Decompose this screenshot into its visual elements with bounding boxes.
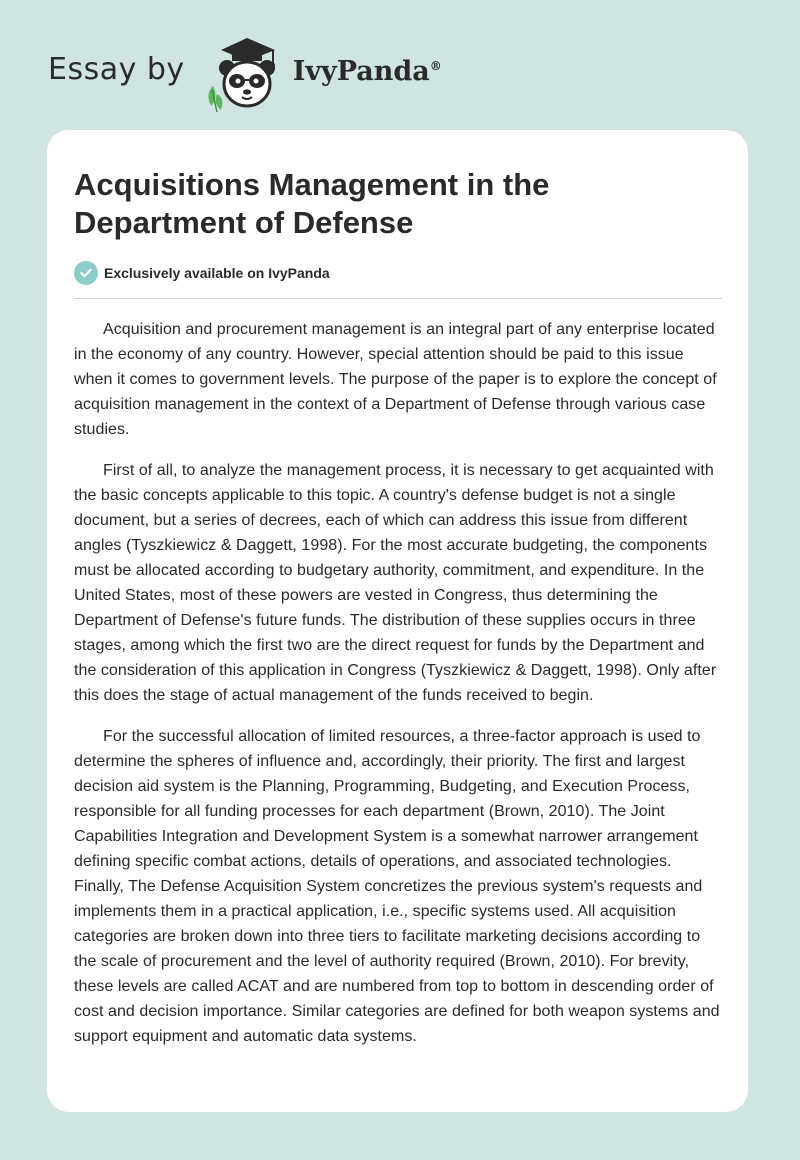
- paragraph: Acquisition and procurement management is an integral part of any enterprise located in the economy of any country. However, special attention should be paid to this issue when it comes to government levels. The purpose of the paper is to explore the concept of acquisition management in the context of a Department of Defense through various case studies.: [74, 321, 717, 438]
- brand-prefix: Essay by: [48, 51, 185, 87]
- paragraph: First of all, to analyze the management process, it is necessary to get acquainted with the basic concepts applicable to this topic. A country's defense budget is not a single document, but a series of decrees, each of which can address this issue from different angles (Tyszkiewicz & Daggett, 1998). For the most accurate budgeting, the components must be allocated according to budgetary authority, commitment, and expenditure. In the United States, most of these powers are vested in Congress, thus determining the Department of Defense's future funds. The distribution of these supplies occurs in three stages, among which the first two are the direct request for funds by the Department and the consideration of this application in Congress (Tyszkiewicz & Daggett, 1998). Only after this does the stage of actual management of the funds received to begin.: [74, 462, 717, 704]
- panda-graduate-icon[interactable]: [199, 34, 289, 114]
- exclusive-label: Exclusively available on IvyPanda: [104, 265, 330, 281]
- trademark-symbol: ®: [429, 58, 442, 73]
- check-icon: [74, 261, 98, 285]
- page-title: Acquisitions Management in the Department of Defense: [74, 167, 550, 240]
- brand-name[interactable]: IvyPanda®: [292, 55, 442, 87]
- brand-header: [48, 34, 442, 114]
- exclusive-badge: [74, 261, 722, 285]
- divider: [74, 298, 722, 299]
- paragraph: For the successful allocation of limited resources, a three-factor approach is used to determine the spheres of influence and, accordingly, their priority. The first and largest decision aid system is the Planning, Programming, Budgeting, and Execution Process, responsible for all funding processes for each department (Brown, 2010). The Joint Capabilities Integration and Development System is a somewhat narrower arrangement defining specific combat actions, details of operations, and associated technologies. Finally, The Defense Acquisition System concretizes the previous system's requests and implements them in a practical application, i.e., specific systems used. All acquisition categories are broken down into three tiers to facilitate marketing decisions according to the scale of procurement and the level of authority required (Brown, 2010). For brevity, these levels are called ACAT and are numbered from top to bottom in descending order of cost and decision importance. Similar categories are defined for both weapon systems and support equipment and automatic data systems.: [74, 728, 720, 1045]
- essay-card: [47, 130, 748, 1112]
